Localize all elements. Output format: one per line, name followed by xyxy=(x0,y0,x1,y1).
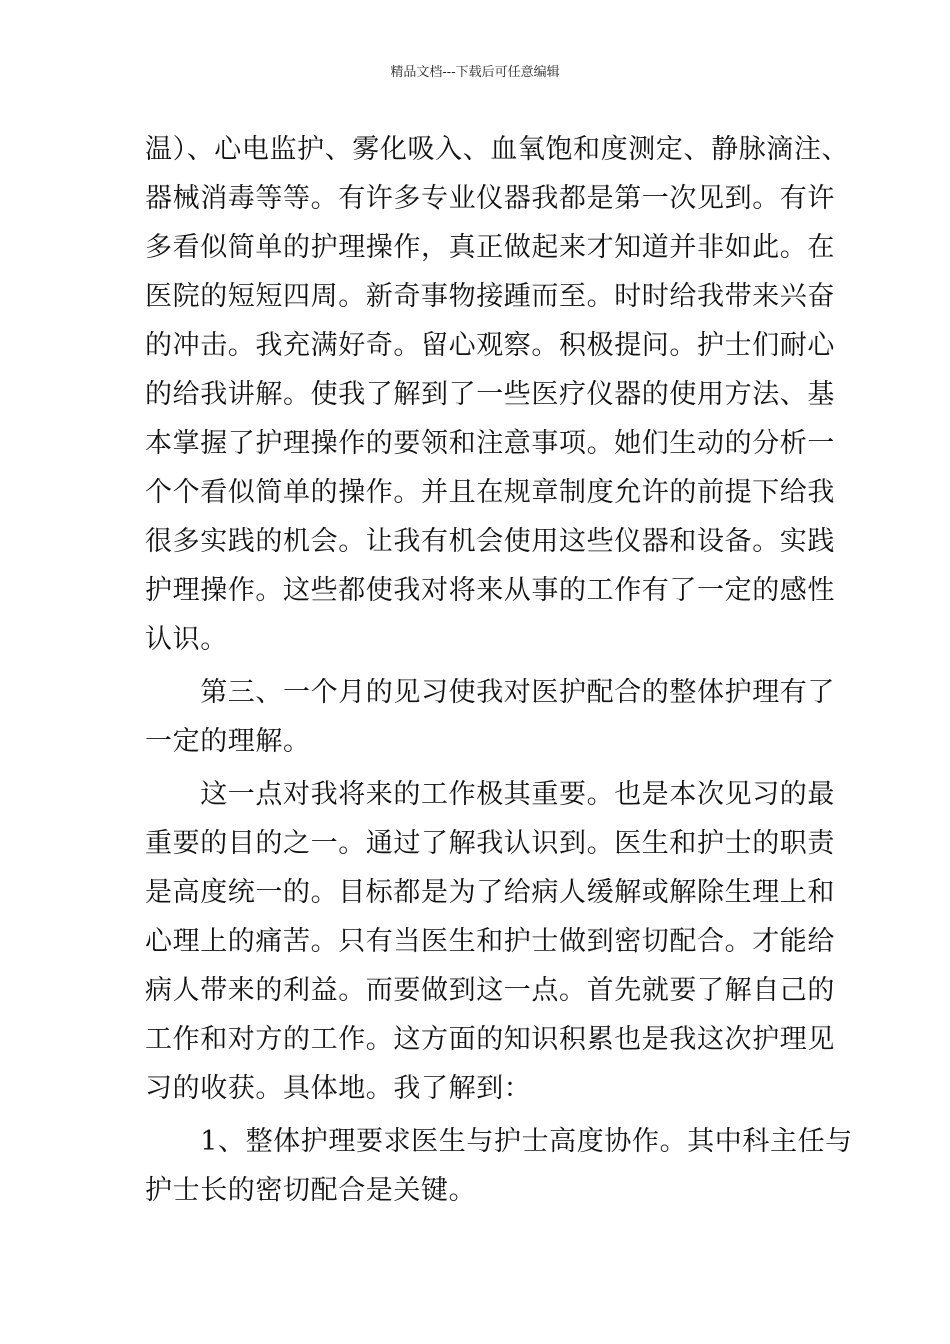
text-line: 护士长的密切配合是关键。 xyxy=(145,1175,477,1206)
text-line: 是高度统一的。目标都是为了给病人缓解或解除生理上和 xyxy=(145,877,835,908)
text-line: 本掌握了护理操作的要领和注意事项。她们生动的分析一 xyxy=(145,428,835,459)
text-line: 很多实践的机会。让我有机会使用这些仪器和设备。实践 xyxy=(145,526,835,557)
paragraph-1 xyxy=(145,125,850,664)
text-line: 第三、一个月的见习使我对医护配合的整体护理有了 xyxy=(145,677,835,708)
text-line: 器械消毒等等。有许多专业仪器我都是第一次见到。有许 xyxy=(145,183,835,214)
text-line: 的冲击。我充满好奇。留心观察。积极提问。护士们耐心 xyxy=(145,330,835,361)
text-line: 重要的目的之一。通过了解我认识到。医生和护士的职责 xyxy=(145,828,835,859)
text-line: 多看似简单的护理操作，真正做起来才知道并非如此。在 xyxy=(145,232,835,263)
document-body xyxy=(145,125,853,1215)
paragraph-4 xyxy=(145,1117,853,1215)
text-line: 这一点对我将来的工作极其重要。也是本次见习的最 xyxy=(145,779,835,810)
page-header: 精品文档---下载后可任意编辑 xyxy=(390,65,560,80)
text-line: 病人带来的利益。而要做到这一点。首先就要了解自己的 xyxy=(145,975,835,1006)
text-line: 个个看似简单的操作。并且在规章制度允许的前提下给我 xyxy=(145,477,835,508)
text-line: 一定的理解。 xyxy=(145,726,311,757)
text-line: 工作和对方的工作。这方面的知识积累也是我这次护理见 xyxy=(145,1024,835,1055)
text-line: 1、整体护理要求医生与护士高度协作。其中科主任与 xyxy=(145,1126,853,1157)
text-line: 的给我讲解。使我了解到了一些医疗仪器的使用方法、基 xyxy=(145,379,835,410)
text-line: 温）、心电监护、雾化吸入、血氧饱和度测定、静脉滴注、 xyxy=(145,134,850,165)
text-line: 护理操作。这些都使我对将来从事的工作有了一定的感性 xyxy=(145,575,835,606)
text-line: 医院的短短四周。新奇事物接踵而至。时时给我带来兴奋 xyxy=(145,281,835,312)
text-line: 认识。 xyxy=(145,624,228,655)
text-line: 习的收获。具体地。我了解到： xyxy=(145,1073,532,1104)
paragraph-3 xyxy=(145,770,835,1113)
paragraph-2 xyxy=(145,668,835,766)
text-line: 心理上的痛苦。只有当医生和护士做到密切配合。才能给 xyxy=(145,926,835,957)
